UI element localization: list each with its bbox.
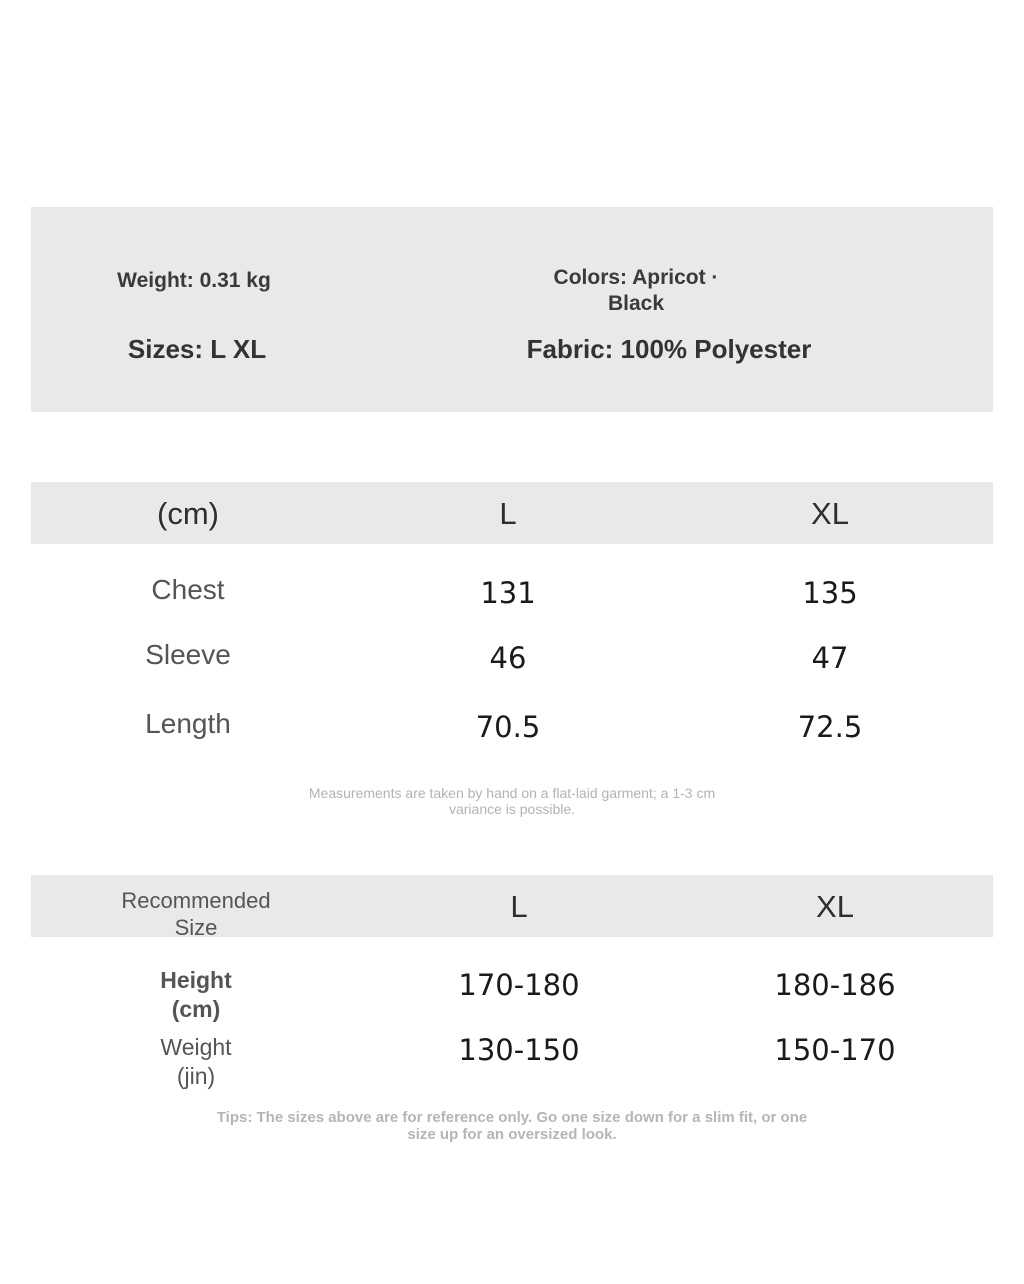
- measurement-note-line1: Measurements are taken by hand on a flat-laid garment; a 1-3 cm: [308, 785, 716, 801]
- chest-label: Chest: [151, 574, 225, 605]
- colors-info-line1: Colors: Apricot ·: [553, 266, 719, 289]
- rec-size-xl-header: XL: [816, 889, 854, 924]
- height-xl-value: 180-186: [774, 968, 896, 1002]
- weight-label-line2: (jin): [176, 1063, 216, 1089]
- fabric-info: Fabric: 100% Polyester: [526, 334, 812, 364]
- tips-line1: Tips: The sizes above are for reference only. Go one size down for a slim fit, or one: [216, 1109, 808, 1126]
- sleeve-l-value: 46: [489, 641, 527, 675]
- chest-xl-value: 135: [802, 576, 858, 610]
- measurement-note-line2: variance is possible.: [448, 801, 576, 817]
- length-l-value: 70.5: [475, 710, 541, 744]
- unit-header: (cm): [157, 496, 219, 531]
- product-info-panel: [31, 207, 993, 412]
- size-l-header: L: [499, 496, 517, 531]
- weight-l-value: 130-150: [458, 1033, 580, 1067]
- recommended-size-label-line1: Recommended: [121, 888, 271, 913]
- length-xl-value: 72.5: [797, 710, 863, 744]
- rec-size-l-header: L: [510, 889, 528, 924]
- recommended-size-label-line2: Size: [174, 915, 218, 940]
- weight-xl-value: 150-170: [774, 1033, 896, 1067]
- sleeve-label: Sleeve: [145, 639, 231, 670]
- height-label-line1: Height: [160, 967, 232, 993]
- weight-label-line1: Weight: [160, 1034, 232, 1060]
- sizes-info: Sizes: L XL: [127, 334, 267, 364]
- size-xl-header: XL: [811, 496, 849, 531]
- weight-info: Weight: 0.31 kg: [117, 269, 271, 292]
- chest-l-value: 131: [480, 576, 536, 610]
- sleeve-xl-value: 47: [811, 641, 849, 675]
- colors-info-line2: Black: [607, 292, 665, 315]
- tips-line2: size up for an oversized look.: [407, 1126, 617, 1143]
- height-label-line2: (cm): [171, 996, 221, 1022]
- length-label: Length: [145, 708, 231, 739]
- height-l-value: 170-180: [458, 968, 580, 1002]
